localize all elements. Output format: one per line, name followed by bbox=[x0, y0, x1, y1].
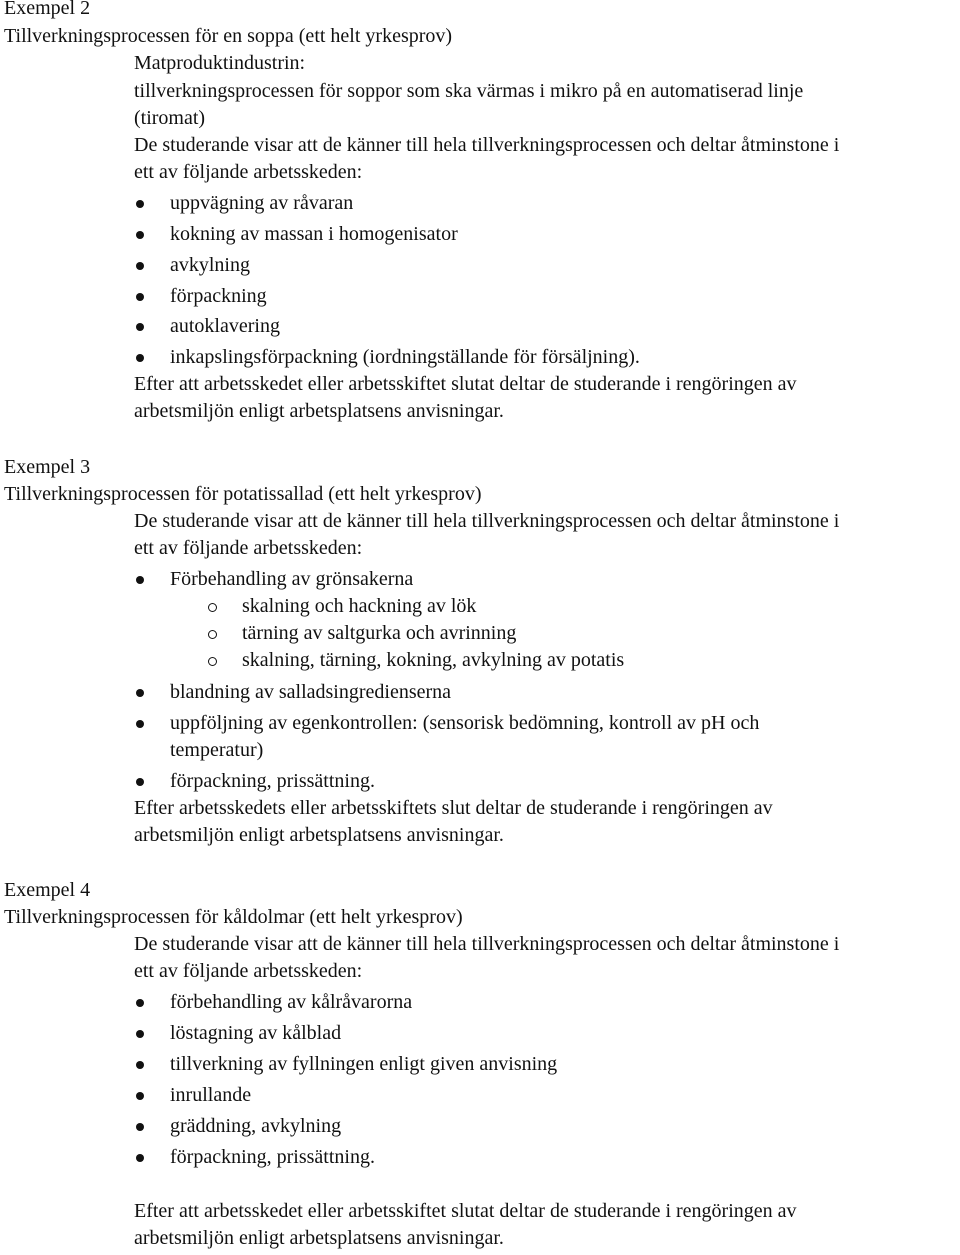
list-item: avkylning bbox=[170, 254, 250, 276]
list-item: förpackning, prissättning. bbox=[170, 1146, 375, 1168]
list-item: löstagning av kålblad bbox=[170, 1022, 342, 1044]
list-item: gräddning, avkylning bbox=[170, 1115, 342, 1137]
list-item: uppföljning av egenkontrollen: (sensorisk bedömning, kontroll av pH och bbox=[170, 712, 760, 734]
circle-bullet-icon bbox=[208, 603, 217, 612]
list-item: tillverkning av fyllningen enligt given anvisning bbox=[170, 1053, 558, 1075]
example-4-outro: Efter att arbetsskedet eller arbetsskiftet slutat deltar de studerande i rengöringen av bbox=[134, 1200, 797, 1222]
example-4-intro: De studerande visar att de känner till hela tillverkningsprocessen och deltar åtminstone i bbox=[134, 933, 840, 955]
bullet-icon bbox=[136, 1092, 144, 1100]
bullet-icon bbox=[136, 689, 144, 697]
list-item: förbehandling av kålråvarorna bbox=[170, 991, 413, 1013]
bullet-icon bbox=[136, 200, 144, 208]
example-2-outro-cont: arbetsmiljön enligt arbetsplatsens anvisningar. bbox=[134, 400, 504, 422]
example-2-intro: De studerande visar att de känner till hela tillverkningsprocessen och deltar åtminstone i bbox=[134, 134, 840, 156]
list-item: uppvägning av råvaran bbox=[170, 192, 354, 214]
bullet-icon bbox=[136, 293, 144, 301]
list-item: blandning av salladsingredienserna bbox=[170, 681, 452, 703]
bullet-icon bbox=[136, 323, 144, 331]
bullet-icon bbox=[136, 231, 144, 239]
bullet-icon bbox=[136, 720, 144, 728]
list-item: inrullande bbox=[170, 1084, 252, 1106]
example-3-heading: Exempel 3 bbox=[4, 456, 91, 478]
example-2-description-cont: (tiromat) bbox=[134, 107, 206, 129]
list-item: autoklavering bbox=[170, 315, 280, 337]
sub-list-item: tärning av saltgurka och avrinning bbox=[242, 622, 517, 644]
bullet-icon bbox=[136, 999, 144, 1007]
bullet-icon bbox=[136, 1123, 144, 1131]
example-2-industry: Matproduktindustrin: bbox=[134, 52, 306, 74]
list-item: förpackning, prissättning. bbox=[170, 770, 375, 792]
example-2-heading: Exempel 2 bbox=[4, 0, 91, 19]
circle-bullet-icon bbox=[208, 657, 217, 666]
example-2-description: tillverkningsprocessen för soppor som ska värmas i mikro på en automatiserad linje bbox=[134, 80, 804, 102]
example-4-outro-cont: arbetsmiljön enligt arbetsplatsens anvisningar. bbox=[134, 1227, 504, 1249]
bullet-icon bbox=[136, 262, 144, 270]
sub-list-item: skalning, tärning, kokning, avkylning av potatis bbox=[242, 649, 625, 671]
example-4-intro-cont: ett av följande arbetsskeden: bbox=[134, 960, 363, 982]
list-item-cont: temperatur) bbox=[170, 739, 264, 761]
list-item: inkapslingsförpackning (iordningställande för försäljning). bbox=[170, 346, 640, 368]
example-3-outro: Efter arbetsskedets eller arbetsskiftets slut deltar de studerande i rengöringen av bbox=[134, 797, 773, 819]
example-4-heading: Exempel 4 bbox=[4, 879, 91, 901]
bullet-icon bbox=[136, 354, 144, 362]
bullet-icon bbox=[136, 576, 144, 584]
bullet-icon bbox=[136, 1061, 144, 1069]
sub-list-item: skalning och hackning av lök bbox=[242, 595, 477, 617]
example-3-title: Tillverkningsprocessen för potatissallad (ett helt yrkesprov) bbox=[4, 483, 482, 505]
example-3-outro-cont: arbetsmiljön enligt arbetsplatsens anvisningar. bbox=[134, 824, 504, 846]
example-2-title: Tillverkningsprocessen för en soppa (ett helt yrkesprov) bbox=[4, 25, 453, 47]
bullet-icon bbox=[136, 1030, 144, 1038]
circle-bullet-icon bbox=[208, 630, 217, 639]
example-4-title: Tillverkningsprocessen för kåldolmar (ett helt yrkesprov) bbox=[4, 906, 463, 928]
example-2-outro: Efter att arbetsskedet eller arbetsskiftet slutat deltar de studerande i rengöringen av bbox=[134, 373, 797, 395]
example-3-intro-cont: ett av följande arbetsskeden: bbox=[134, 537, 363, 559]
example-2-intro-cont: ett av följande arbetsskeden: bbox=[134, 161, 363, 183]
list-item: kokning av massan i homogenisator bbox=[170, 223, 458, 245]
bullet-icon bbox=[136, 778, 144, 786]
example-3-intro: De studerande visar att de känner till hela tillverkningsprocessen och deltar åtminstone i bbox=[134, 510, 840, 532]
list-item: Förbehandling av grönsakerna bbox=[170, 568, 414, 590]
list-item: förpackning bbox=[170, 285, 267, 307]
bullet-icon bbox=[136, 1154, 144, 1162]
